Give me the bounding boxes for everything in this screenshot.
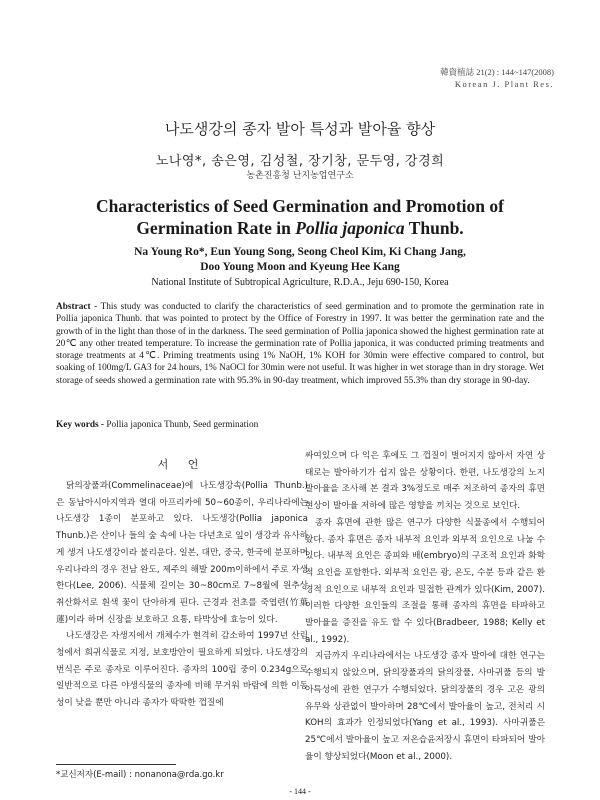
title-species: Pollia japonica (295, 218, 405, 238)
section-heading-introduction: 서 언 (157, 458, 207, 471)
journal-volume: 韓資植誌 21(2) : 144~147(2008) (440, 67, 554, 77)
paragraph: 나도생강은 자생지에서 개체수가 현격히 감소하여 1997년 산림청에서 희귀식물로 지정, 보호방안이 필요하게 되었다. 나도생강의 번식은 주로 종자로 이루어진다. 종자의 100립 중이 0.234g으로 일반적으로 다른 야생식물의 종자에 비해 무거워 바람에 의한 이동성이 낮을 뿐만 아니라 종자가 딱딱한 껍질에 (56, 631, 308, 709)
journal-citation (440, 66, 554, 90)
english-authors (40, 245, 560, 275)
footnote-divider (56, 764, 176, 765)
page-number: - 144 - (289, 787, 311, 796)
keywords (56, 420, 544, 430)
paragraph: 싸여있으며 다 익은 후에도 그 껍질이 벌어지지 않아서 자연 상태로는 발아하기가 쉽지 않은 상황이다. 한편, 나도생강의 노지 발아율을 조사해 본 결과 3%정도로 매주 저조하여 종자의 휴면 현상이 발아율 저하에 많은 영향을 끼치는 것으로 보인다. (305, 451, 545, 512)
paragraph: 지금까지 우리나라에서는 나도생강 종자 발아에 대한 연구는 수행되지 않았으며, 닭의장풀과의 닭의장풀, 사마귀풀 등의 발아특성에 관한 연구가 수행되었다. 닭의장풀의 경우 고온 광의 유무와 상관없이 발아하며 28℃에서 발아율이 높고, 전처리 시 KOH의 효과가 인정되었다(Yang et al., 1993). 사마귀풀은 25℃에서 발아율이 높고 저온습윤저장시 휴면이 타파되어 발아율이 향상되었다(Moon et al., 2000). (305, 651, 545, 762)
keywords-label: Key words - (56, 420, 105, 430)
paragraph: 닭의장풀과(Commelinaceae)에 나도생강속(Pollia Thunb.)은 동남아시아지역과 열대 아프리카에 50~60종이, 우리나라에는 나도생강 1종이 분포하고 있다. 나도생강(Pollia japonica Thunb.)은 산이나 들의 숲 속에 나는 다년초로 잎이 생강과 유사하게 생겨 나도생강이라 불리운다. 일본, 대만, 중국, 한국에 분포하며 우리나라의 경우 전남 완도, 제주의 해발 200m이하에서 주로 자생한다(Lee, 2006). 식물체 길이는 30~80cm로 7~8월에 원추상 취산화서로 흰색 꽃이 단아하게 핀다. 근경과 전초를 죽엽련(竹葉蓮)이라 하며 신장을 보호하고 요통, 타박상에 효능이 있다. (56, 481, 308, 625)
korean-title: 나도생강의 종자 발아 특성과 발아율 향상 (164, 120, 436, 138)
corresponding-author-footnote: *교신저자(E-mail) : nonanona@rda.go.kr (56, 770, 224, 780)
abstract-label: Abstract - (56, 302, 98, 312)
keywords-text: Pollia japonica Thunb, Seed germination (104, 420, 259, 430)
english-title-line2 (40, 217, 560, 239)
body-column-right (305, 448, 545, 765)
authors-line1: Na Young Ro*, Eun Young Song, Seong Cheol Kim, Ki Chang Jang, (134, 246, 466, 258)
english-institution: National Institute of Subtropical Agriculture, R.D.A., Jeju 690-150, Korea (151, 277, 449, 288)
paragraph: 종자 휴면에 관한 많은 연구가 다양한 식물종에서 수행되어 왔다. 종자 휴면은 종자 내부적 요인과 외부적 요인으로 나눌 수 있다. 내부적 요인은 종피와 배(embryo)의 구조적 요인과 화학적 요인을 포함한다. 외부적 요인은 광, 온도, 수분 등과 같은 환경적 요인으로 내부적 요인과 밀접한 관계가 있다(Kim, 2007). 이러한 다양한 요인들의 조절을 통해 종자의 휴면을 타파하고 발아율을 증진을 유도 할 수 있다(Bradbeer, 1988; Kelly et al., 1992). (305, 517, 545, 645)
korean-institution: 농촌진흥청 난지농업연구소 (246, 171, 354, 181)
english-title-line1: Characteristics of Seed Germination and Promotion of (96, 196, 504, 216)
title-text: Germination Rate in (136, 218, 296, 238)
journal-name: Korean J. Plant Res. (454, 79, 554, 89)
english-title (40, 195, 560, 239)
abstract (56, 301, 544, 387)
authors-line2: Doo Young Moon and Kyeung Hee Kang (200, 261, 400, 273)
body-column-left (56, 478, 308, 712)
korean-authors: 노나영*, 송은영, 김성철, 장기창, 문두영, 강경희 (155, 154, 445, 169)
abstract-text: This study was conducted to clarify the characteristics of seed germination and to promote the germination rate in Pollia japonica Thunb. that was pointed to protect by the Office of Forestry in 1997. It was better the germination rate and the growth of in the light than those of in the darkness. The seed germination of Pollia japonica showed the highest germination rate at 20℃ any other treated temperature. To increase the germination rate of Pollia japonica, it was conducted priming treatments and storage treatments at 4℃. Priming treatments using 1% NaOH, 1% KOH for 30min were effective compared to control, but soaking of 100mg/L GA3 for 24 hours, 1% NaOCl for 30min were not useful. It was higher in wet storage than in dry storage. Wet storage of seeds showed a germination rate with 95.3% in 90-day treatment, which improved 55.3% than dry storage in 90-day. (56, 302, 544, 386)
title-text-end: Thunb. (404, 218, 464, 238)
